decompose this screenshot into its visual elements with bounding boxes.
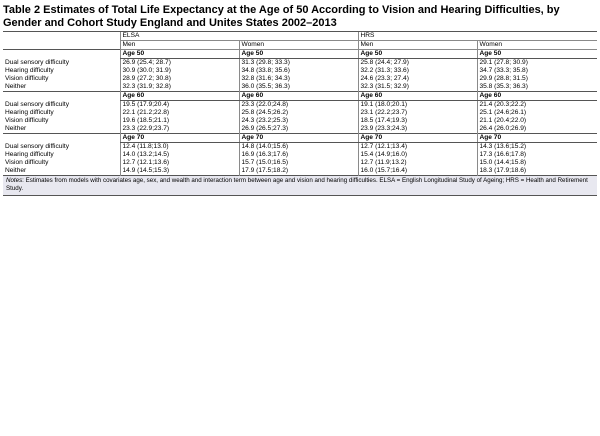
value-cell: 26.4 (26.0;26.9): [477, 125, 597, 134]
row-label: Vision difficulty: [5, 75, 49, 82]
value-cell: 36.0 (35.5; 36.3): [239, 83, 358, 92]
value-cell: 31.3 (29.8; 33.3): [239, 59, 358, 68]
value-cell: 18.3 (17.9;18.6): [477, 167, 597, 176]
table-row: [3, 125, 597, 134]
gender-header-row: [3, 41, 597, 50]
value-cell: 12.4 (11.8;13.0): [120, 143, 239, 152]
blank-cell: [3, 41, 120, 50]
study-header-row: [3, 32, 597, 41]
value-cell: 29.1 (27.8; 30.9): [477, 59, 597, 68]
notes-text: : Estimates from models with covariates age, sex, and wealth and interaction term between age and vision and hearing difficulties. ELSA = English Longitudinal Study of Ageing; HRS = Health and Retirement Study.: [6, 177, 588, 192]
value-cell: 23.9 (23.3;24.3): [358, 125, 477, 134]
table-row: [3, 143, 597, 152]
row-label: Dual sensory difficulty: [5, 142, 70, 150]
value-cell: 15.7 (15.0;16.5): [239, 159, 358, 167]
age-group-label: Age 60: [239, 92, 358, 101]
value-cell: 32.3 (31.9; 32.8): [120, 83, 239, 92]
value-cell: 21.1 (20.4;22.0): [477, 117, 597, 125]
table-row: [3, 67, 597, 75]
gender-elsa-women: Women: [239, 41, 358, 50]
value-cell: 18.5 (17.4;19.3): [358, 117, 477, 125]
gender-elsa-men: Men: [120, 41, 239, 50]
value-cell: 24.3 (23.2;25.3): [239, 117, 358, 125]
value-cell: 14.9 (14.5;15.3): [120, 167, 239, 176]
value-cell: 35.8 (35.3; 36.3): [477, 83, 597, 92]
table-row: [3, 117, 597, 125]
table-row: [3, 109, 597, 117]
gender-hrs-men: Men: [358, 41, 477, 50]
table-row: [3, 159, 597, 167]
notes-label: Notes: [6, 177, 23, 184]
study-hrs: HRS: [358, 32, 597, 41]
value-cell: 14.8 (14.0;15.6): [239, 143, 358, 152]
value-cell: 28.9 (27.2; 30.8): [120, 75, 239, 83]
life-expectancy-table: [3, 31, 597, 196]
value-cell: 22.1 (21.2;22.8): [120, 109, 239, 117]
table-row: [3, 101, 597, 110]
value-cell: 14.0 (13.2;14.5): [120, 151, 239, 159]
age-group-label: Age 70: [239, 134, 358, 143]
value-cell: 19.1 (18.0;20.1): [358, 101, 477, 110]
row-label: Neither: [5, 83, 27, 90]
row-label: Vision difficulty: [5, 117, 49, 124]
value-cell: 24.6 (23.3; 27.4): [358, 75, 477, 83]
age-group-label: Age 50: [358, 50, 477, 59]
table-row: [3, 167, 597, 176]
value-cell: 32.3 (31.5; 32.9): [358, 83, 477, 92]
gender-hrs-women: Women: [477, 41, 597, 50]
value-cell: 32.2 (31.3; 33.6): [358, 67, 477, 75]
age-group-header-row: [3, 92, 597, 101]
row-label: Hearing difficulty: [5, 151, 54, 158]
value-cell: 23.3 (22.9;23.7): [120, 125, 239, 134]
table-row: [3, 151, 597, 159]
age-group-header-row: [3, 134, 597, 143]
row-label: Dual sensory difficulty: [5, 100, 70, 108]
value-cell: 25.1 (24.6;26.1): [477, 109, 597, 117]
value-cell: 15.4 (14.9;16.0): [358, 151, 477, 159]
value-cell: 26.9 (25.4; 28.7): [120, 59, 239, 68]
value-cell: 12.7 (11.9;13.2): [358, 159, 477, 167]
value-cell: 16.0 (15.7;16.4): [358, 167, 477, 176]
value-cell: 34.8 (33.8; 35.6): [239, 67, 358, 75]
study-elsa: ELSA: [120, 32, 358, 41]
row-label: Hearing difficulty: [5, 67, 54, 74]
value-cell: 26.9 (26.5;27.3): [239, 125, 358, 134]
table-notes: [3, 176, 597, 196]
row-label: Vision difficulty: [5, 159, 49, 166]
table-title: Table 2 Estimates of Total Life Expectancy at the Age of 50 According to Vision and Hearing Difficulties, by Gender and Cohort Study England and Unites States 2002–2013: [3, 4, 560, 29]
value-cell: 30.9 (30.0; 31.9): [120, 67, 239, 75]
age-group-label: Age 60: [358, 92, 477, 101]
blank-cell: [3, 50, 120, 59]
age-group-label: Age 50: [477, 50, 597, 59]
table-row: [3, 83, 597, 92]
blank-cell: [3, 134, 120, 143]
value-cell: 12.7 (12.1;13.4): [358, 143, 477, 152]
row-label: Hearing difficulty: [5, 109, 54, 116]
notes-row: [3, 176, 597, 196]
row-label: Neither: [5, 167, 27, 174]
value-cell: 23.1 (22.2;23.7): [358, 109, 477, 117]
value-cell: 32.8 (31.6; 34.3): [239, 75, 358, 83]
age-group-label: Age 50: [239, 50, 358, 59]
age-group-label: Age 70: [120, 134, 239, 143]
age-group-label: Age 70: [358, 134, 477, 143]
value-cell: 34.7 (33.3; 35.8): [477, 67, 597, 75]
age-group-header-row: [3, 50, 597, 59]
value-cell: 19.5 (17.9;20.4): [120, 101, 239, 110]
value-cell: 17.3 (16.6;17.8): [477, 151, 597, 159]
value-cell: 19.6 (18.5;21.1): [120, 117, 239, 125]
blank-cell: [3, 92, 120, 101]
table-row: [3, 59, 597, 68]
value-cell: 16.9 (16.3;17.6): [239, 151, 358, 159]
value-cell: 17.9 (17.5;18.2): [239, 167, 358, 176]
row-label: Neither: [5, 125, 27, 132]
row-label: Dual sensory difficulty: [5, 58, 70, 66]
age-group-label: Age 60: [477, 92, 597, 101]
value-cell: 29.9 (28.8; 31.5): [477, 75, 597, 83]
age-group-label: Age 50: [120, 50, 239, 59]
value-cell: 21.4 (20.3;22.2): [477, 101, 597, 110]
value-cell: 12.7 (12.1;13.6): [120, 159, 239, 167]
value-cell: 23.3 (22.0;24.8): [239, 101, 358, 110]
age-group-label: Age 60: [120, 92, 239, 101]
value-cell: 15.0 (14.4;15.8): [477, 159, 597, 167]
value-cell: 25.8 (24.4; 27.9): [358, 59, 477, 68]
value-cell: 25.8 (24.5;26.2): [239, 109, 358, 117]
blank-cell: [3, 32, 120, 41]
table-row: [3, 75, 597, 83]
age-group-label: Age 70: [477, 134, 597, 143]
value-cell: 14.3 (13.6;15.2): [477, 143, 597, 152]
